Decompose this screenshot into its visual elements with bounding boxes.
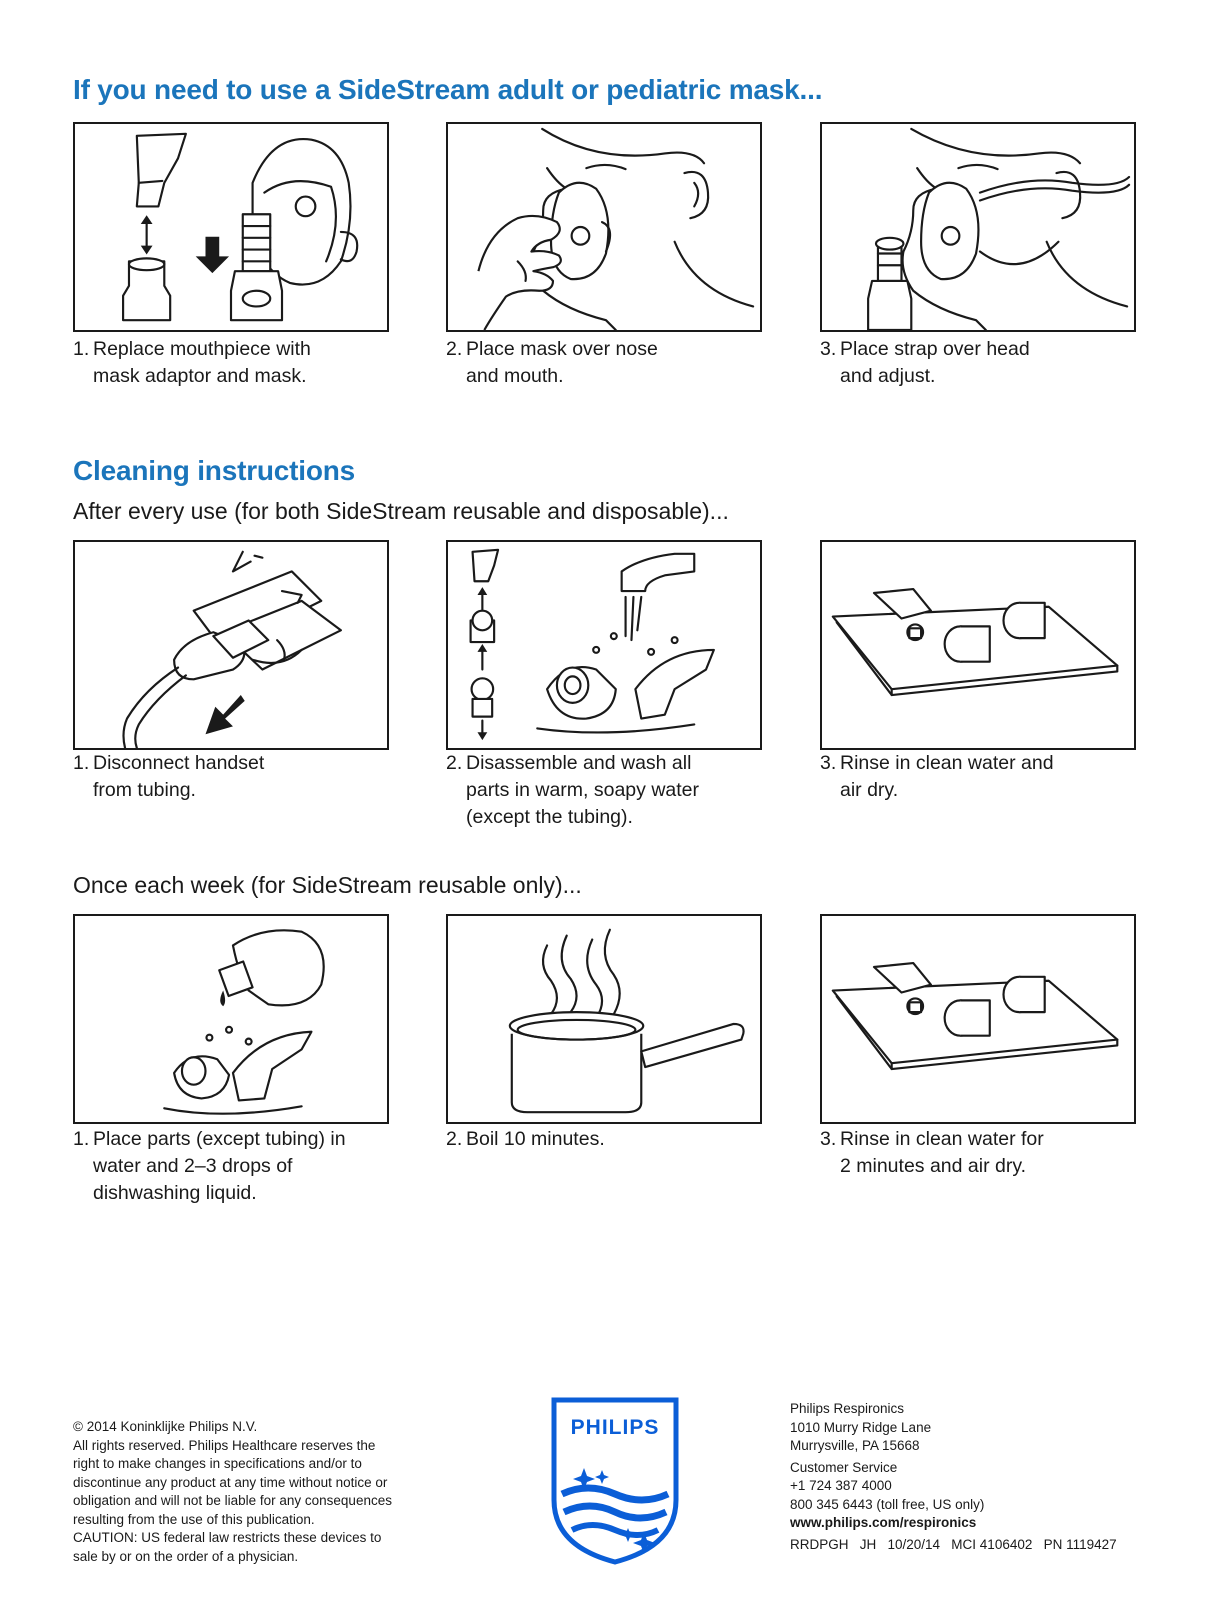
mask-step-3-caption: 3. Place strap over head and adjust. — [820, 338, 1030, 387]
mask-step-1-caption: 1. Replace mouthpiece with mask adaptor and mask. — [73, 338, 311, 387]
mask-step-1-illustration — [73, 122, 389, 332]
weekly-subtitle: Once each week (for SideStream reusable only)... — [73, 872, 582, 898]
contact-block: Philips Respironics 1010 Murry Ridge Lane Murrysville, PA 15668 Customer Service +1 724 387 4000 800 345 6443 (toll free, US only) www.philips.com/respironics RRDPGH JH 10/20/14 MCI 4106402 PN 1119427 — [790, 1400, 1190, 1554]
document-codes: RRDPGH JH 10/20/14 MCI 4106402 PN 1119427 — [790, 1536, 1117, 1552]
every-use-step-1-caption: 1. Disconnect handset from tubing. — [73, 752, 265, 801]
every-use-step-2-illustration — [446, 540, 762, 750]
every-use-subtitle: After every use (for both SideStream reusable and disposable)... — [73, 498, 729, 524]
every-use-step-3-caption: 3. Rinse in clean water and air dry. — [820, 752, 1054, 801]
phone: +1 724 387 4000 — [790, 1478, 892, 1493]
company-name: Philips Respironics — [790, 1401, 905, 1416]
weekly-step-1-illustration — [73, 914, 389, 1124]
mask-section-title: If you need to use a SideStream adult or pediatric mask... — [73, 74, 823, 105]
weekly-step-1-caption: 1. Place parts (except tubing) in water and 2–3 drops of dishwashing liquid. — [73, 1128, 346, 1204]
customer-service-label: Customer Service — [790, 1459, 898, 1475]
mask-step-3-illustration — [820, 122, 1136, 332]
every-use-step-2-caption: 2. Disassemble and wash all parts in warm, soapy water (except the tubing). — [446, 752, 700, 828]
philips-logo-text: PHILIPS — [570, 1416, 660, 1439]
mask-step-2-illustration — [446, 122, 762, 332]
weekly-step-2-caption: 2. Boil 10 minutes. — [446, 1128, 605, 1150]
philips-shield-logo — [548, 1396, 682, 1566]
cleaning-section-title: Cleaning instructions — [73, 455, 356, 486]
website-link[interactable]: www.philips.com/respironics — [790, 1515, 977, 1530]
mask-step-2-caption: 2. Place mask over nose and mouth. — [446, 338, 658, 387]
weekly-step-3-caption: 3. Rinse in clean water for 2 minutes and air dry. — [820, 1128, 1044, 1177]
every-use-step-1-illustration — [73, 540, 389, 750]
weekly-step-3-illustration — [820, 914, 1136, 1124]
legal-notice: © 2014 Koninklijke Philips N.V. All rights reserved. Philips Healthcare reserves the right to make changes in specifications and/or to discontinue any product at any time without notice or obligation and will not be liable for any consequences resulting from the use of this publication. CAUTION: US federal law restricts these devices to sale by or on the order of a physician. — [73, 1419, 392, 1564]
toll-free-phone: 800 345 6443 (toll free, US only) — [790, 1496, 985, 1512]
every-use-step-3-illustration — [820, 540, 1136, 750]
weekly-step-2-illustration — [446, 914, 762, 1124]
